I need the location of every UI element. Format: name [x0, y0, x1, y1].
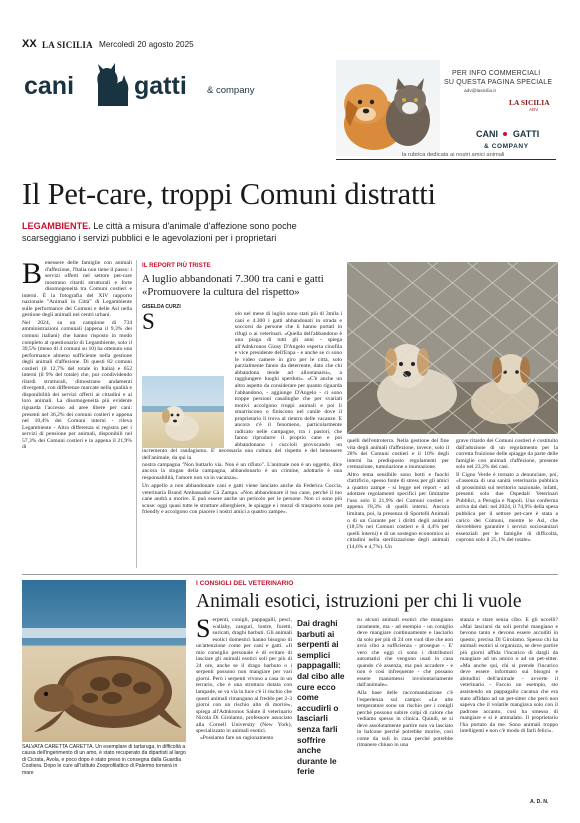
- main-col5: [456, 438, 558, 568]
- ad-email[interactable]: adv@lasicilia.it: [464, 89, 496, 94]
- vet-col3-text2: Alla base delle raccomandazione c'è l'esperienza sul campo: «Le alte temperature sono un rischio per i conigli perché possono subire colpi di calore che vediamo spesso in clinica. Quindi, se si deve assolutamente partire non va lasciato in balcone perché potrebbe morire, così come da soli in casa perché potrebbe rimanere chiuso in una: [357, 690, 453, 749]
- report-text3: Un appello a non abbandonare cani e gatti viene lanciato anche da Federica Coccia, veterinaria Brand Ambassador Cà Zampa. «Non abbandonare il tuo cane, perché il tuo cane andrà a morire. E può essere anche un pericolo per le persone. Non ci sono più scuse: oggi quasi tutte le strutture alberghiere, le spiagge e i mezzi di trasporto sono pet friendly e accolgono con piacere i nostri amici a quattro zampe».: [142, 483, 342, 516]
- dogs-kennel-photo: [347, 262, 558, 434]
- main-headline: Il Pet-care, troppi Comuni distratti: [22, 177, 436, 211]
- logo-cani: cani: [24, 72, 75, 100]
- main-col5-text: grave ritardo dei Comuni costieri è costituito dall'adozione di un regolamento per la corretta fruizione delle spiagge da parte delle famiglie con animali d'affezione, presente solo nel 23,2% dei casi.: [456, 438, 558, 471]
- main-deck-rest: Le città a misura d'animale d'affezione sono poche: [90, 221, 297, 231]
- vet-col1: [196, 617, 292, 807]
- dog-and-cat-photo-icon: [336, 60, 440, 156]
- report-headline-2: «Promuovere la cultura del rispetto»: [142, 285, 300, 298]
- main-col1: [22, 260, 132, 568]
- ad-logo-cani: CANI: [476, 129, 498, 139]
- ad-rule: [336, 159, 556, 160]
- report-kicker: IL REPORT PIÙ TRISTE: [142, 262, 211, 269]
- report-headline-1: A luglio abbandonati 7.300 tra cani e gatti: [142, 273, 324, 285]
- dogs-in-kennel-photo-icon: [347, 262, 558, 434]
- section-divider: [22, 574, 558, 575]
- ad-brand: LA SICILIA: [509, 98, 550, 107]
- paper-name: LA SICILIA: [42, 40, 93, 50]
- vet-dropcap: S: [196, 617, 211, 643]
- main-kicker: LEGAMBIENTE.: [22, 221, 91, 231]
- main-deck-line2: scarseggiano i servizi pubblici e le agevolazioni per i proprietari: [22, 233, 277, 243]
- main-col4-text: quelli dell'entroterra. Nella gestione del fine vita degli animali d'affezione, invece, solo il 28% dei Comuni costieri e il 10% degli interni ha predisposto regolamenti per cremazione, tumulazione o inumazione.: [347, 438, 449, 471]
- col-divider: [136, 260, 137, 568]
- main-deck: [22, 220, 297, 244]
- vet-col4-text: stanza e stare senza cibo. E gli uccelli? «Mai lasciarsi da soli perché mangiano e bevono tanto e devono essere accuditi in questo, precisa Di Girolamo. Spesso chi ha animali esotici si organizza, se deve partire più giorni affida l'incarico di dargli da mangiare ad un amico o ad un pet-sitter. «Ma anche qui, chi si prende l'incarico deve essere informato sui bisogni e abitudini dell'animale - avverte il veterinario - Faccio un esempio, sto assistendo un pappagallo cacatua che era stato affidato ad un pet-sitter che però non sapeva che il volatile mangiava solo con il padrone accanto, così ha smesso di mangiare e si è ammalato. Il proprietario l'ha portato da me. Sono animali troppo intelligenti e non c'è modo di farli felici».: [460, 617, 558, 735]
- main-col4: [347, 438, 449, 568]
- main-col1-text: enessere delle famiglie con animali d'affezione, l'Italia non tiene il passo: i servizi offerti nel settore pet-care mostrano ritardi strutturali e forte disomogeneità tra Comuni costieri e interni. È la fotografia del XIV rapporto nazionale "Animali in Città" di Legambiente sulle performance dei Comuni e delle Asl nella gestione degli animali nei centri urbani.: [22, 260, 132, 319]
- vet-headline: Animali esotici, istruzioni per chi li vuole: [196, 591, 522, 612]
- vet-signature: A. D. N.: [530, 799, 549, 805]
- logo-gatti: gatti: [134, 72, 187, 100]
- issue-date: Mercoledì 20 agosto 2025: [99, 40, 194, 49]
- report-body: [142, 311, 342, 561]
- ad-photo: [336, 60, 440, 156]
- vet-col1-text: erpenti, conigli, pappagalli, pesci, wallaby, canguri, lontre, furetti, suricati, draghi barbuti. Gli animali esotici domestici hanno bisogno di un'attenzione come per cani e gatti. «Il mio consiglio personale è di evitare di lasciare gli animali esotici soli per più di 24 ore, anche se il drago barbuto o i serpenti possono non mangiare per vari giorni. Però i serpenti vivono a casa in un terrario, che è una struttura dotata con lampade, se va via la luce c'è il rischio che questi animali rimangano al freddo per 2-3 giorni con un rischio alto di morire», spiega all'Adnkronos Salute il veterinario Nicola Di Girolamo, professore associato alla Cornell University (New York), specializzato in animali esotici.: [196, 617, 292, 735]
- vet-col4: [460, 617, 558, 799]
- report-text2: nostra campagna "Non buttarlo via. Non è un rifiuto". L'animale non è un oggetto, dice ancora la slogan della campagna, abbandonarlo è un crimine, adottarlo è una responsabilità, l'amore non va in vacanza».: [142, 461, 342, 481]
- section-logo: [24, 66, 264, 106]
- vet-col3-text: su alcuni animali esotici che mangiano raramente, ma - ad esempio - un coniglio deve mangiare continuamente e lasciarlo da solo per più di 24 ore vuol dire che non avrà cibo a sufficienza - prosegue -. E' vero che oggi ci sono i distributori automatici che vengono usati in casa quando c'è assenza, ma può accadere - e non è così infrequente - che possano essere manomessi involontariamente dall'animale».: [357, 617, 453, 689]
- report-headline: [142, 273, 342, 298]
- report-text1: olo nel mese di luglio sono stati più di 3mila i cani e 4.300 i gatti abbandonati in strada e soccorsi da persone che li hanno portati in rifugi o ai veterinari. «Quella dell'abbandono è una piaga di tutti gli anni - spiega all'Adnkronos Giusy D'Angelo esperta cinofila e vice presidente dell'Enpa - e anche se ci sono le video camere in giro per le città, solo parzialmente fanno da deterrente, dato che chi abbandona tende ad allontanarsi», a raggiungere luoghi sperduti». «C'è anche un altro aspetto da considerare per quanto riguarda l'abbandono, - aggiunge D'Angelo - ci sono troppe persioni casalinghe che per svariati motivi accolgono troppi animali e poi li smarriscono o finiscono nel canile dove il proprietario li trova al rientro delle vacanze. E ancora c'è il fenomeno, particolarmente radicato nelle campagne, tra i pastori, che fanno riprodurre il proprio cane e poi abbandonano i cuccioli provocando un incremento del randagismo. E' necessaria una cultura del rispetto e del benessere dell'animale, da qui la: [142, 311, 342, 462]
- ad-box: [336, 60, 556, 164]
- ad-logo: [476, 124, 556, 150]
- vet-pullquote: Dai draghi barbuti ai serpenti ai semplici pappagalli: dal cibo alle cure ecco come accudirli o lasciarli senza farli soffrire anche durante le ferie: [297, 618, 345, 777]
- ad-line1: PER INFO COMMERCIALI: [452, 70, 541, 77]
- ad-line2: SU QUESTA PAGINA SPECIALE: [444, 79, 553, 86]
- report-dropcap: S: [142, 311, 155, 334]
- report-text1-float: [145, 376, 231, 448]
- ad-tagline: la rubrica dedicata ai nostri amici animali: [402, 152, 505, 158]
- sea-turtle-photo-icon: [22, 580, 186, 742]
- ad-brand-sub: ADV: [529, 107, 539, 112]
- ad-logo-company: & COMPANY: [484, 143, 529, 150]
- cat-dog-silhouette-icon: [88, 54, 130, 106]
- main-col5-text2: Il Cigno Verde è tornato a denunciare, poi, «l'assenza di una sanità veterinaria pubblica di prossimità sul territorio nazionale, infatti, presenti solo due Ospedali Veterinari Pubblici, a Perugia e Napoli. Una conferma arriva dai dati: nel 2024, il 74,9% della spesa pubblica per il settore pet-care è stata a carico dei Comuni, mentre le Asl, che dovrebbero garantire i servizi sociosanitari essenziali per le famiglie di difficoltà, coprono solo il 25,1% del totale».: [456, 471, 558, 544]
- ad-logo-gatti: GATTI: [512, 129, 540, 139]
- main-col1-text2: Nel 2024, su un campione di 734 amministrazioni comunali (appena il 9,3% dei comuni italiani) che hanno risposto in modo completo al questionario di Legambiente, solo il 39,5% (meno di 4 comuni su 10) ha ottenuto una performance almeno sufficiente nella gestione degli animali d'affezione. Di questi 82 comuni costieri (il 12,7% del totale in Italia) e 652 interni (il 9% del totale) che, pur condividendo ritardi strutturali, dimostrano andamenti divergenti, con differenze marcate nella qualità e disponibilità dei servizi offerti ai cittadini e ai loro animali. La disomogeneità più evidente riguarda l'accesso ad aree libere per cani: presenti nel 36,2% dei comuni costieri e appena nel 10,4% dei Comuni interni - rileva Legambiente - Altra differenza si registra per i servizi di pensione per animali, disponibili nel 57,3% dei Comuni costieri e in appena il 21,9% di: [22, 319, 132, 451]
- page-number: XX: [22, 38, 37, 50]
- turtle-photo: [22, 580, 186, 742]
- vet-kicker: I CONSIGLI DEL VETERINARIO: [196, 580, 294, 587]
- vet-col3: [357, 617, 453, 807]
- vet-col1-text2: «Possiamo fare un ragionamento: [200, 734, 274, 741]
- report-byline: GISELDA CURZI: [142, 304, 181, 310]
- main-dropcap: B: [22, 260, 43, 290]
- ad-logo-dot: [503, 132, 507, 136]
- logo-company: & company: [207, 85, 255, 96]
- main-col4-text2: Altro tema sensibile sono botti e fuochi d'artificio, spesso fonte di stress per gli amici a quattro zampe - si legge nel report - ad adottare regolamenti specifici per limitarne l'uso solo il 21,9% dei Comuni costieri e appena l'8,3% di quelli interni. Ancora limitata, poi, la presenza di Sportelli Animali o di un Garante per i diritti degli animali (18,5% nei Comuni costieri e il 4,4% per quelli interni) e di un sostegno economico ai cittadini nella sterilizzazione degli animali (14,6% e 4,7%). Un: [347, 471, 449, 550]
- turtle-caption: SALVATA CARETTA CARETTA. Un esemplare di tartaruga, in difficoltà a causa dell'ingerimento di un amo, è stato recuperato da dipartisti al largo di Cicrata, Avola, e poco dopo è stato preso in consegna dalla Guardia Costiera. Dopo le cure all'Istituto Zooprofilattico di Palermo tornerà in mare: [22, 744, 186, 776]
